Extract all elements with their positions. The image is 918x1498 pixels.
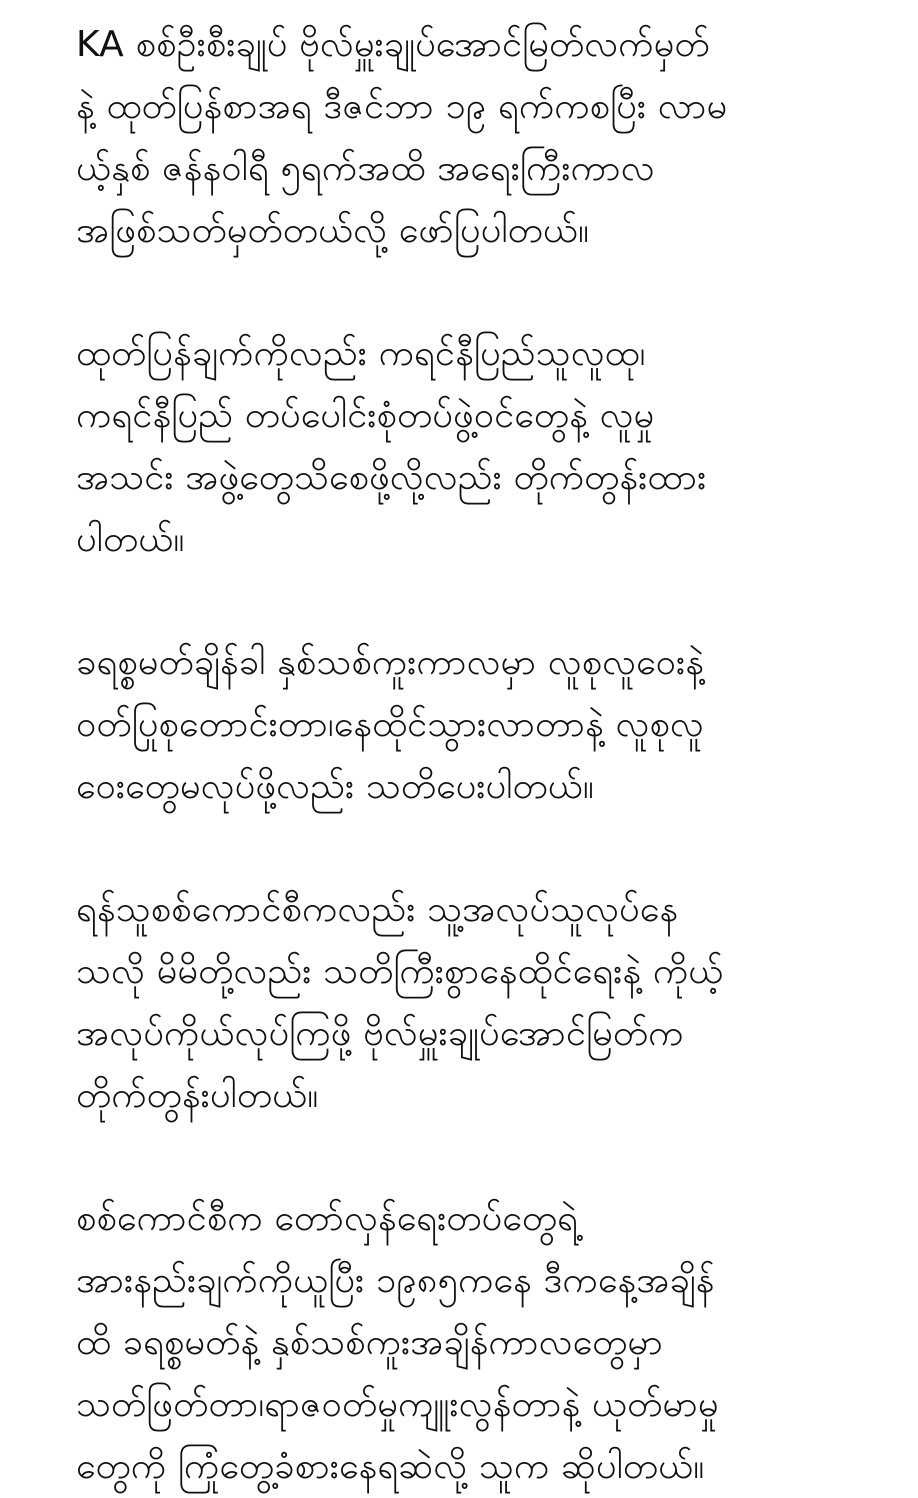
- text-line: ထိ ခရစ္စမတ်နဲ့ နှစ်သစ်ကူးအချိန်ကာလတွေမှာ: [76, 1322, 663, 1363]
- text-line: အဖြစ်သတ်မှတ်တယ်လို့ ဖော်ပြပါတယ်။: [76, 210, 590, 251]
- text-line: တိုက်တွန်းပါတယ်။: [76, 1075, 319, 1116]
- text-line: သလို မိမိတို့လည်း သတိကြီးစွာနေထိုင်ရေးနဲ့ ကိုယ့်: [76, 951, 724, 992]
- text-line: အလုပ်ကိုယ်လုပ်ကြဖို့ ဗိုလ်မှူးချုပ်အောင်မြတ်က: [76, 1013, 684, 1054]
- text-line: ယ့်နှစ် ဇန်နဝါရီ ၅ရက်အထိ အရေးကြီးကာလ: [76, 148, 655, 189]
- article-body: [76, 14, 866, 1498]
- paragraph-5: [76, 1188, 866, 1498]
- paragraph-3: [76, 632, 866, 818]
- paragraph-spacer: [76, 818, 866, 879]
- paragraph-4: [76, 879, 866, 1127]
- text-line: သတ်ဖြတ်တာ၊ရာဇဝတ်မှုကျူးလွန်တာနဲ့ ယုတ်မာမှု: [76, 1384, 719, 1425]
- paragraph-1: [76, 14, 866, 262]
- text-line: ထုတ်ပြန်ချက်ကိုလည်း ကရင်နီပြည်သူလူထု၊: [76, 333, 646, 374]
- paragraph-2: [76, 323, 866, 571]
- text-line: ရန်သူစစ်ကောင်စီကလည်း သူ့အလုပ်သူလုပ်နေ: [76, 889, 679, 930]
- text-line: ဝေးတွေမလုပ်ဖို့လည်း သတိပေးပါတယ်။: [76, 766, 594, 807]
- text-line: နဲ့ ထုတ်ပြန်စာအရ ဒီဇင်ဘာ ၁၉ ရက်ကစပြီး လာမ: [76, 86, 728, 127]
- text-line: ဝတ်ပြုစုတောင်းတာ၊နေထိုင်သွားလာတာနဲ့ လူစုလူ: [76, 704, 704, 745]
- paragraph-spacer: [76, 1127, 866, 1188]
- text-line: အသင်း အဖွဲ့တွေသိစေဖို့လို့လည်း တိုက်တွန်းထား: [76, 457, 707, 498]
- text-line: ကရင်နီပြည် တပ်ပေါင်းစုံတပ်ဖွဲ့ဝင်တွေနဲ့ လူမှု: [76, 395, 655, 436]
- paragraph-spacer: [76, 262, 866, 323]
- paragraph-spacer: [76, 571, 866, 632]
- text-line: KA စစ်ဦးစီးချုပ် ဗိုလ်မှူးချုပ်အောင်မြတ်လက်မှတ်: [76, 24, 710, 65]
- text-line: အားနည်းချက်ကိုယူပြီး ၁၉၈၅ကနေ ဒီကနေ့အချိန်: [76, 1260, 715, 1301]
- text-line: တွေကို ကြုံတွေ့ခံစားနေရဆဲလို့ သူက ဆိုပါတယ်။: [76, 1446, 705, 1487]
- text-line: စစ်ကောင်စီက တော်လှန်ရေးတပ်တွေရဲ့: [76, 1198, 578, 1239]
- text-line: ခရစ္စမတ်ချိန်ခါ နှစ်သစ်ကူးကာလမှာ လူစုလူဝေးနဲ့: [76, 642, 705, 683]
- text-line: ပါတယ်။: [76, 519, 185, 560]
